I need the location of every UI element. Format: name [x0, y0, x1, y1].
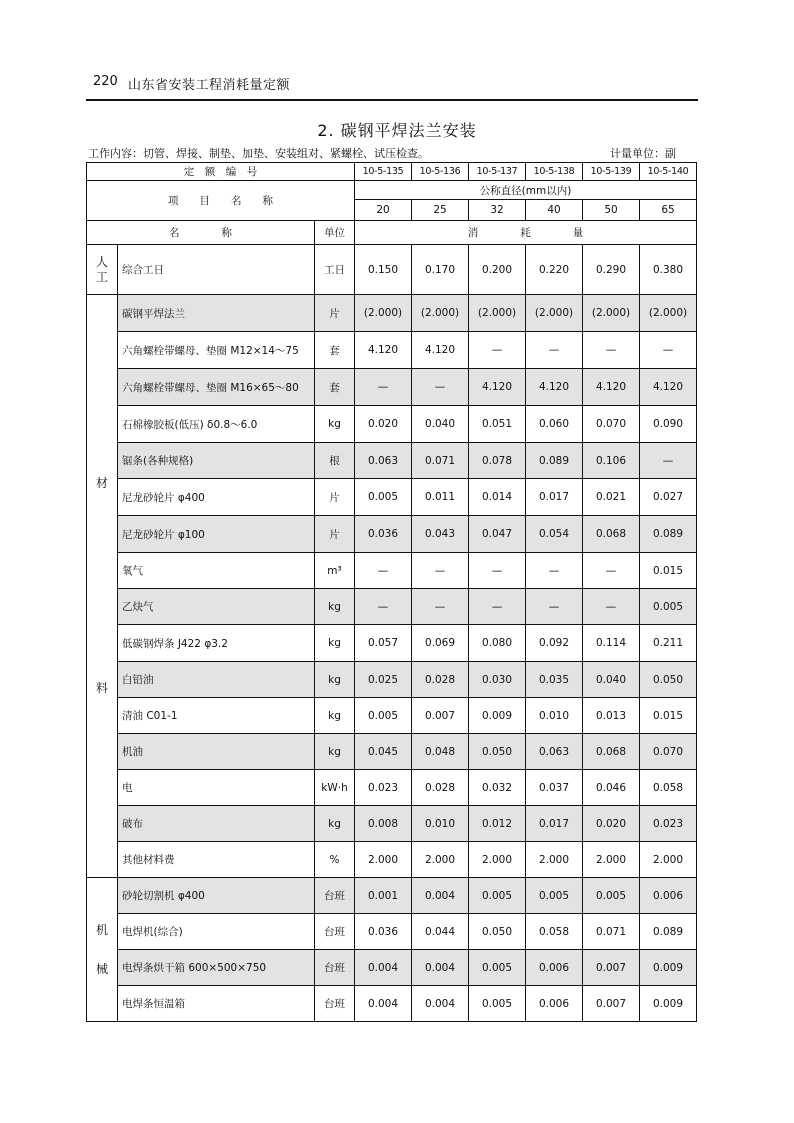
- material-row: [87, 406, 697, 443]
- item-name: 氧气: [118, 553, 315, 589]
- item-unit: kg: [315, 406, 355, 443]
- quota-code: 10-5-135: [355, 163, 412, 181]
- item-name: 电焊机(综合): [118, 914, 315, 950]
- consumption-value: 0.040: [412, 406, 469, 443]
- consumption-value: 0.071: [412, 443, 469, 479]
- consumption-value: 4.120: [640, 369, 697, 406]
- consumption-column-label: 消 耗 量: [355, 221, 697, 245]
- consumption-value: —: [469, 332, 526, 369]
- consumption-value: 0.020: [355, 406, 412, 443]
- consumption-value: 0.032: [469, 770, 526, 806]
- code-row: [87, 163, 697, 181]
- item-name: 乙炔气: [118, 589, 315, 625]
- consumption-value: 0.092: [526, 625, 583, 662]
- name-column-label: 名 称: [87, 221, 315, 245]
- consumption-value: 2.000: [526, 842, 583, 878]
- consumption-value: 0.027: [640, 479, 697, 516]
- consumption-value: —: [526, 332, 583, 369]
- consumption-value: 0.013: [583, 698, 640, 734]
- diameter-header-row: [87, 181, 697, 200]
- material-row: [87, 662, 697, 698]
- consumption-value: 0.089: [526, 443, 583, 479]
- consumption-value: 0.114: [583, 625, 640, 662]
- material-row: [87, 698, 697, 734]
- consumption-value: 0.023: [355, 770, 412, 806]
- consumption-value: 0.006: [526, 986, 583, 1022]
- material-category: [87, 295, 118, 878]
- material-row: [87, 479, 697, 516]
- consumption-value: —: [583, 589, 640, 625]
- consumption-value: 0.009: [640, 950, 697, 986]
- consumption-value: 0.040: [583, 662, 640, 698]
- consumption-value: 2.000: [640, 842, 697, 878]
- consumption-value: 0.023: [640, 806, 697, 842]
- quota-code: 10-5-139: [583, 163, 640, 181]
- item-name: 电焊条烘干箱 600×500×750: [118, 950, 315, 986]
- consumption-value: —: [412, 553, 469, 589]
- consumption-value: 0.037: [526, 770, 583, 806]
- material-row: [87, 553, 697, 589]
- consumption-value: 0.089: [640, 516, 697, 553]
- material-row: [87, 443, 697, 479]
- consumption-value: 0.010: [526, 698, 583, 734]
- quota-code: 10-5-140: [640, 163, 697, 181]
- item-unit: 根: [315, 443, 355, 479]
- consumption-value: 0.089: [640, 914, 697, 950]
- category-text: 械: [95, 961, 108, 976]
- consumption-value: (2.000): [469, 295, 526, 332]
- material-row: [87, 625, 697, 662]
- quota-code-label: 定 额 编 号: [87, 163, 355, 181]
- item-unit: 套: [315, 369, 355, 406]
- work-content: 工作内容：切管、焊接、制垫、加垫、安装组对、紧螺栓、试压检查。: [88, 147, 429, 160]
- item-name: 锯条(各种规格): [118, 443, 315, 479]
- item-unit: kg: [315, 806, 355, 842]
- consumption-value: 0.058: [526, 914, 583, 950]
- consumption-value: 2.000: [355, 842, 412, 878]
- consumption-value: 0.380: [640, 245, 697, 295]
- category-text: 机: [95, 922, 108, 937]
- book-title: 山东省安装工程消耗量定额: [128, 78, 291, 93]
- machine-category: [87, 878, 118, 1022]
- item-unit: kg: [315, 589, 355, 625]
- consumption-value: 0.007: [583, 950, 640, 986]
- item-unit: kg: [315, 662, 355, 698]
- consumption-value: 0.048: [412, 734, 469, 770]
- item-name: 六角螺栓带螺母、垫圈 M12×14～75: [118, 332, 315, 369]
- machine-row: [87, 914, 697, 950]
- item-name: 机油: [118, 734, 315, 770]
- consumption-value: 0.009: [640, 986, 697, 1022]
- consumption-value: 0.050: [469, 734, 526, 770]
- consumption-value: —: [412, 369, 469, 406]
- material-row: [87, 842, 697, 878]
- consumption-value: 0.030: [469, 662, 526, 698]
- consumption-value: —: [526, 553, 583, 589]
- consumption-value: 0.060: [526, 406, 583, 443]
- consumption-value: 4.120: [412, 332, 469, 369]
- header-divider: [86, 99, 698, 101]
- consumption-value: 0.028: [412, 770, 469, 806]
- consumption-value: 0.050: [469, 914, 526, 950]
- consumption-value: 0.015: [640, 698, 697, 734]
- consumption-value: 0.068: [583, 734, 640, 770]
- consumption-value: —: [640, 443, 697, 479]
- consumption-value: 0.051: [469, 406, 526, 443]
- consumption-value: —: [412, 589, 469, 625]
- consumption-value: 0.068: [583, 516, 640, 553]
- item-unit: 台班: [315, 914, 355, 950]
- consumption-value: 0.004: [355, 950, 412, 986]
- item-unit: 工日: [315, 245, 355, 295]
- quota-code: 10-5-136: [412, 163, 469, 181]
- item-unit: %: [315, 842, 355, 878]
- consumption-value: —: [469, 553, 526, 589]
- consumption-value: 0.001: [355, 878, 412, 914]
- consumption-value: 0.004: [355, 986, 412, 1022]
- item-unit: 片: [315, 295, 355, 332]
- consumption-value: —: [583, 332, 640, 369]
- material-row: [87, 806, 697, 842]
- consumption-value: 0.007: [583, 986, 640, 1022]
- consumption-value: 0.290: [583, 245, 640, 295]
- unit-column-label: 单位: [315, 221, 355, 245]
- item-unit: kg: [315, 698, 355, 734]
- machine-row: [87, 878, 697, 914]
- labor-row: [87, 245, 697, 295]
- consumption-value: 0.007: [412, 698, 469, 734]
- consumption-value: (2.000): [583, 295, 640, 332]
- consumption-value: 0.004: [412, 878, 469, 914]
- consumption-value: 0.011: [412, 479, 469, 516]
- consumption-value: 0.106: [583, 443, 640, 479]
- item-unit: kg: [315, 625, 355, 662]
- consumption-value: (2.000): [412, 295, 469, 332]
- consumption-value: 0.006: [526, 950, 583, 986]
- item-name: 综合工日: [118, 245, 315, 295]
- consumption-value: —: [355, 589, 412, 625]
- diameter-label: 公称直径(mm以内): [355, 181, 697, 200]
- diameter-value: 20: [355, 200, 412, 221]
- consumption-value: 0.090: [640, 406, 697, 443]
- consumption-value: 0.020: [583, 806, 640, 842]
- consumption-value: 0.017: [526, 479, 583, 516]
- consumption-value: 2.000: [583, 842, 640, 878]
- consumption-value: 0.050: [640, 662, 697, 698]
- diameter-value: 25: [412, 200, 469, 221]
- consumption-value: 0.046: [583, 770, 640, 806]
- consumption-value: 0.017: [526, 806, 583, 842]
- category-text: 材: [95, 476, 108, 490]
- item-unit: 台班: [315, 950, 355, 986]
- item-name: 清油 C01-1: [118, 698, 315, 734]
- consumption-value: 0.010: [412, 806, 469, 842]
- consumption-value: —: [583, 553, 640, 589]
- consumption-value: 4.120: [583, 369, 640, 406]
- consumption-value: 0.009: [469, 698, 526, 734]
- quota-table-body: [87, 163, 697, 1022]
- item-name-label: 项 目 名 称: [87, 181, 355, 221]
- column-label-row: [87, 221, 697, 245]
- item-name: 尼龙砂轮片 φ100: [118, 516, 315, 553]
- material-row: [87, 516, 697, 553]
- consumption-value: 0.069: [412, 625, 469, 662]
- item-name: 六角螺栓带螺母、垫圈 M16×65～80: [118, 369, 315, 406]
- measurement-unit: 计量单位：副: [610, 147, 676, 160]
- consumption-value: 0.080: [469, 625, 526, 662]
- consumption-value: 0.005: [583, 878, 640, 914]
- labor-category: [87, 245, 118, 295]
- item-name: 尼龙砂轮片 φ400: [118, 479, 315, 516]
- item-name: 砂轮切割机 φ400: [118, 878, 315, 914]
- consumption-value: 0.005: [469, 950, 526, 986]
- item-unit: kg: [315, 734, 355, 770]
- material-row: [87, 770, 697, 806]
- item-name: 其他材料费: [118, 842, 315, 878]
- material-row: [87, 332, 697, 369]
- consumption-value: —: [469, 589, 526, 625]
- material-row: [87, 369, 697, 406]
- diameter-value: 50: [583, 200, 640, 221]
- consumption-value: 0.045: [355, 734, 412, 770]
- item-name: 电焊条恒温箱: [118, 986, 315, 1022]
- consumption-value: 2.000: [469, 842, 526, 878]
- consumption-value: 0.004: [412, 950, 469, 986]
- consumption-value: 0.220: [526, 245, 583, 295]
- consumption-value: 0.035: [526, 662, 583, 698]
- consumption-value: 0.211: [640, 625, 697, 662]
- consumption-value: (2.000): [526, 295, 583, 332]
- consumption-value: 0.071: [583, 914, 640, 950]
- item-name: 破布: [118, 806, 315, 842]
- consumption-value: 0.150: [355, 245, 412, 295]
- consumption-value: 0.005: [640, 589, 697, 625]
- consumption-value: 0.200: [469, 245, 526, 295]
- item-unit: 片: [315, 479, 355, 516]
- quota-code: 10-5-138: [526, 163, 583, 181]
- item-unit: kW·h: [315, 770, 355, 806]
- item-name: 石棉橡胶板(低压) δ0.8～6.0: [118, 406, 315, 443]
- item-name: 低碳钢焊条 J422 φ3.2: [118, 625, 315, 662]
- item-unit: 片: [315, 516, 355, 553]
- diameter-value: 65: [640, 200, 697, 221]
- consumption-value: 0.063: [355, 443, 412, 479]
- machine-row: [87, 950, 697, 986]
- consumption-value: 0.070: [583, 406, 640, 443]
- consumption-value: 0.070: [640, 734, 697, 770]
- consumption-value: 4.120: [469, 369, 526, 406]
- section-title: 2. 碳钢平焊法兰安装: [317, 121, 477, 140]
- page-number: 220: [93, 74, 118, 89]
- material-row: [87, 589, 697, 625]
- item-unit: 台班: [315, 986, 355, 1022]
- item-name: 碳钢平焊法兰: [118, 295, 315, 332]
- consumption-value: 0.043: [412, 516, 469, 553]
- consumption-value: —: [526, 589, 583, 625]
- diameter-value: 40: [526, 200, 583, 221]
- consumption-value: —: [640, 332, 697, 369]
- consumption-value: 0.005: [469, 878, 526, 914]
- item-unit: m³: [315, 553, 355, 589]
- consumption-value: 0.008: [355, 806, 412, 842]
- category-text: 料: [95, 681, 108, 695]
- material-row: [87, 734, 697, 770]
- material-row: [87, 295, 697, 332]
- consumption-value: 4.120: [526, 369, 583, 406]
- item-unit: 台班: [315, 878, 355, 914]
- consumption-value: 4.120: [355, 332, 412, 369]
- consumption-value: 0.028: [412, 662, 469, 698]
- consumption-value: (2.000): [640, 295, 697, 332]
- consumption-value: 0.044: [412, 914, 469, 950]
- consumption-value: 0.057: [355, 625, 412, 662]
- diameter-value: 32: [469, 200, 526, 221]
- consumption-value: 0.170: [412, 245, 469, 295]
- consumption-value: 0.006: [640, 878, 697, 914]
- consumption-value: 0.005: [526, 878, 583, 914]
- consumption-value: 0.012: [469, 806, 526, 842]
- consumption-value: 0.036: [355, 914, 412, 950]
- consumption-value: 0.036: [355, 516, 412, 553]
- consumption-value: 0.005: [355, 479, 412, 516]
- consumption-value: 0.047: [469, 516, 526, 553]
- consumption-value: —: [355, 553, 412, 589]
- quota-table: [86, 162, 697, 1022]
- item-name: 白铅油: [118, 662, 315, 698]
- consumption-value: 0.014: [469, 479, 526, 516]
- machine-row: [87, 986, 697, 1022]
- consumption-value: 0.078: [469, 443, 526, 479]
- consumption-value: 0.025: [355, 662, 412, 698]
- category-text: 人工: [95, 254, 108, 284]
- consumption-value: —: [355, 369, 412, 406]
- item-name: 电: [118, 770, 315, 806]
- consumption-value: 0.063: [526, 734, 583, 770]
- consumption-value: 0.005: [355, 698, 412, 734]
- consumption-value: 0.005: [469, 986, 526, 1022]
- consumption-value: (2.000): [355, 295, 412, 332]
- quota-code: 10-5-137: [469, 163, 526, 181]
- consumption-value: 0.058: [640, 770, 697, 806]
- consumption-value: 0.021: [583, 479, 640, 516]
- consumption-value: 0.015: [640, 553, 697, 589]
- consumption-value: 0.054: [526, 516, 583, 553]
- consumption-value: 0.004: [412, 986, 469, 1022]
- consumption-value: 2.000: [412, 842, 469, 878]
- item-unit: 套: [315, 332, 355, 369]
